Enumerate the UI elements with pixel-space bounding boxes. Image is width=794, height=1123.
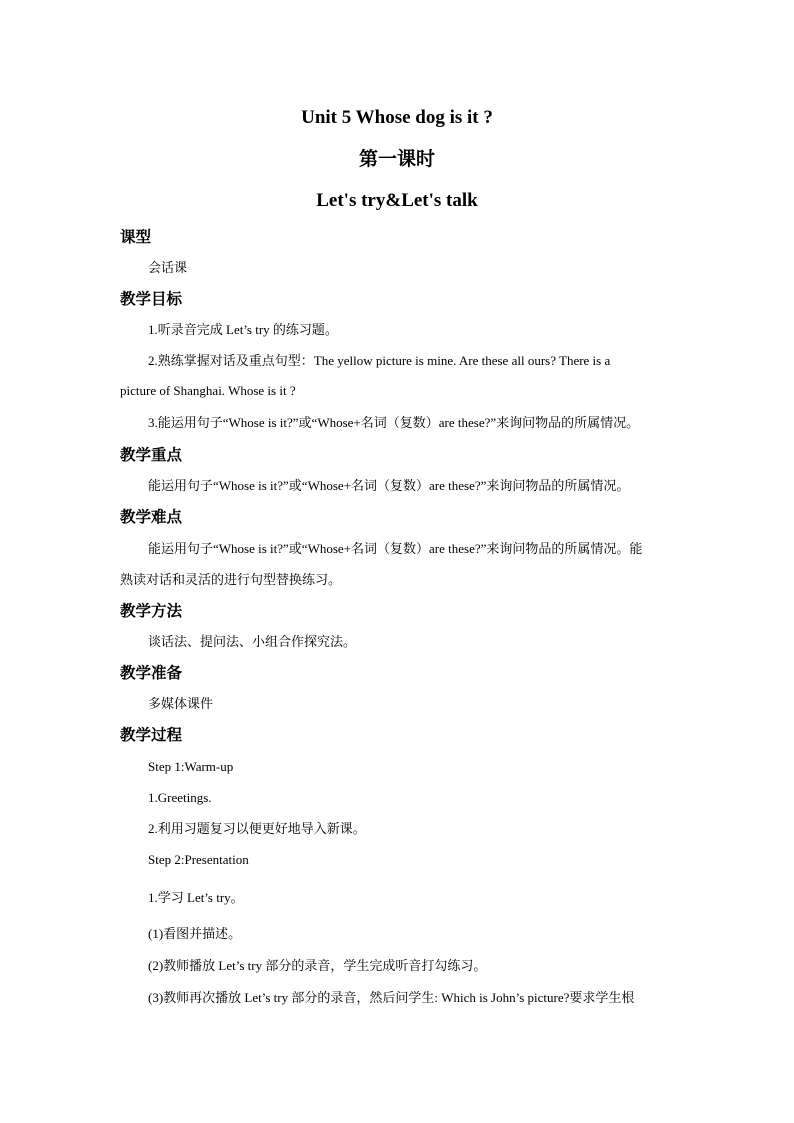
process-line: (3)教师再次播放 Let’s try 部分的录音，然后问学生: Which is John’s picture?要求学生根 [148, 990, 635, 1005]
process-line: 1.学习 Let’s try。 [148, 890, 244, 905]
process-line: Step 2:Presentation [148, 852, 249, 867]
process-line: (1)看图并描述。 [148, 926, 242, 941]
process-line: 2.利用习题复习以便更好地导入新课。 [148, 821, 366, 836]
preparation-line: 多媒体课件 [148, 696, 214, 711]
heading-objectives: 教学目标 [120, 290, 183, 308]
heading-preparation: 教学准备 [120, 664, 183, 682]
objective-line: 2.熟练掌握对话及重点句型：The yellow picture is mine. Are these all ours? There is a [148, 353, 611, 368]
process-line: (2)教师播放 Let’s try 部分的录音，学生完成听音打勾练习。 [148, 958, 487, 973]
lesson-title: 第一课时 [358, 149, 435, 170]
heading-methods: 教学方法 [120, 602, 183, 620]
methods-line: 谈话法、提问法、小组合作探究法。 [148, 634, 357, 649]
heading-process: 教学过程 [120, 726, 183, 744]
key-point-line: 能运用句子“Whose is it?”或“Whose+名词（复数）are these?”来询问物品的所属情况。 [148, 478, 630, 493]
process-line: 1.Greetings. [148, 790, 212, 805]
objective-line: picture of Shanghai. Whose is it ? [120, 383, 296, 398]
objective-line: 1.听录音完成 Let’s try 的练习题。 [148, 322, 338, 337]
difficulty-line: 能运用句子“Whose is it?”或“Whose+名词（复数）are these?”来询问物品的所属情况。能 [148, 541, 643, 556]
lesson-type-text: 会话课 [148, 260, 188, 275]
heading-lesson-type: 课型 [120, 228, 152, 246]
section-title: Let's try&Let's talk [316, 190, 478, 211]
heading-key-points: 教学重点 [120, 446, 183, 464]
objective-line: 3.能运用句子“Whose is it?”或“Whose+名词（复数）are these?”来询问物品的所属情况。 [148, 415, 640, 430]
unit-title: Unit 5 Whose dog is it ? [301, 107, 493, 128]
process-line: Step 1:Warm-up [148, 759, 234, 774]
heading-difficulties: 教学难点 [120, 508, 183, 526]
difficulty-line: 熟读对话和灵活的进行句型替换练习。 [120, 572, 342, 587]
